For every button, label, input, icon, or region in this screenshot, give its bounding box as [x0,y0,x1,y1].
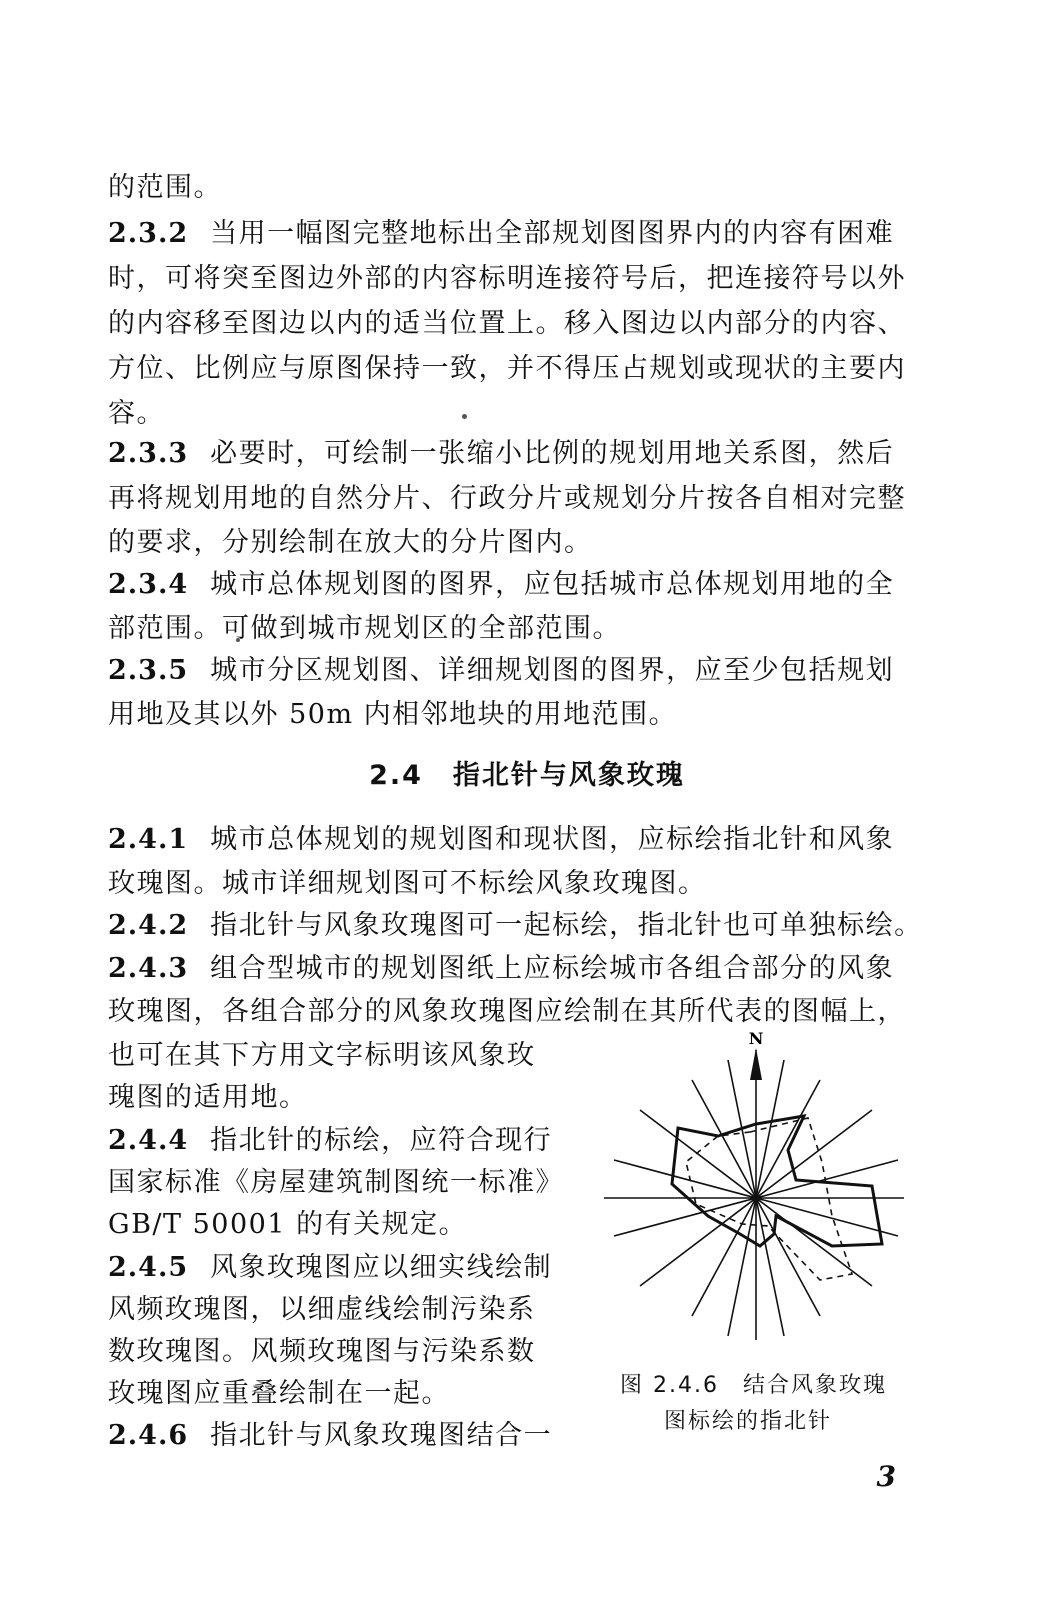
north-label: N [748,1029,764,1048]
north-arrow-head [750,1048,762,1080]
clause-2-4-5 [108,1252,578,1284]
clause-2-4-2 [108,910,930,942]
text-line: 的要求，分别绘制在放大的分片图内。 [108,527,593,558]
text-line: 指北针与风象玫瑰图结合一 [210,1420,553,1451]
text-line: 方位、比例应与原图保持一致，并不得压占规划或现状的主要内 [108,353,906,384]
wind-frequency-rose [672,1116,882,1246]
text-line: 指北针与风象玫瑰图可一起标绘，指北针也可单独标绘。 [210,910,923,941]
section-title: 指北针与风象玫瑰 [452,760,685,791]
text-line: 玫瑰图，各组合部分的风象玫瑰图应绘制在其所代表的图幅上， [108,996,906,1027]
clause-number: 2.4.4 [108,1125,189,1156]
clause-number: 2.4.6 [108,1420,189,1451]
clause-number: 2.4.1 [108,824,189,855]
text-line: 时，可将突至图边外部的内容标明连接符号后，把连接符号以外 [108,263,906,294]
text-line: 必要时，可绘制一张缩小比例的规划用地关系图，然后 [210,438,895,469]
wind-rose-figure [600,1020,920,1360]
figure-caption-line2: 图标绘的指北针 [664,1409,833,1434]
clause-2-4-6 [108,1420,578,1452]
text-line: 瑰图的适用地。 [108,1082,308,1113]
clause-number: 2.3.4 [108,569,189,600]
text-line: 容。 [108,398,165,429]
text-line: 城市分区规划图、详细规划图的图界，应至少包括规划 [210,655,895,686]
figure-caption-line1: 图 2.4.6 结合风象玫瑰 [620,1373,887,1398]
clause-2-4-4 [108,1125,578,1157]
text-line: 数玫瑰图。风频玫瑰图与污染系数 [108,1336,536,1367]
section-number: 2.4 [369,760,423,791]
clause-2-4-1 [108,824,930,856]
clause-2-3-2 [108,218,930,250]
clause-number: 2.4.2 [108,910,189,941]
text-line: 当用一幅图完整地标出全部规划图图界内的内容有困难 [210,218,895,249]
clause-number: 2.4.3 [108,953,189,984]
text-line: 部范围。可做到城市规划区的全部范围。 [108,613,621,644]
clause-number: 2.4.5 [108,1252,189,1283]
text-line: 组合型城市的规划图纸上应标绘城市各组合部分的风象 [210,953,895,984]
text-line: 再将规划用地的自然分片、行政分片或规划分片按各自相对完整 [108,483,906,514]
text-line: 用地及其以外 50m 内相邻地块的用地范围。 [108,699,678,730]
text-line: 玫瑰图应重叠绘制在一起。 [108,1378,450,1409]
section-heading [0,760,1054,792]
text-line: 风象玫瑰图应以细实线绘制 [210,1252,553,1283]
text-line: 城市总体规划图的图界，应包括城市总体规划用地的全 [210,569,895,600]
text-line: GB/T 50001 的有关规定。 [108,1209,468,1240]
text-line: 城市总体规划的规划图和现状图，应标绘指北针和风象 [210,824,895,855]
page-number: 3 [876,1460,896,1493]
pollution-coefficient-rose [686,1118,852,1280]
clause-2-3-5 [108,655,930,687]
text-line: 也可在其下方用文字标明该风象玫 [108,1040,536,1071]
center-point [752,1194,760,1202]
text-line: 的内容移至图边以内的适当位置上。移入图边以内部分的内容、 [108,308,906,339]
text-line: 国家标准《房屋建筑制图统一标准》 [108,1167,564,1198]
clause-number: 2.3.5 [108,655,189,686]
wind-rose-diagram [600,1020,920,1360]
clause-2-3-3 [108,438,930,470]
text-line: 风频玫瑰图，以细虚线绘制污染系 [108,1294,536,1325]
text-line: 玫瑰图。城市详细规划图可不标绘风象玫瑰图。 [108,868,707,899]
clause-number: 2.3.2 [108,218,189,249]
clause-2-3-4 [108,569,930,601]
clause-number: 2.3.3 [108,438,189,469]
text-line: 的范围。 [108,172,222,203]
text-line: 指北针的标绘，应符合现行 [210,1125,553,1156]
clause-2-4-3 [108,953,930,985]
